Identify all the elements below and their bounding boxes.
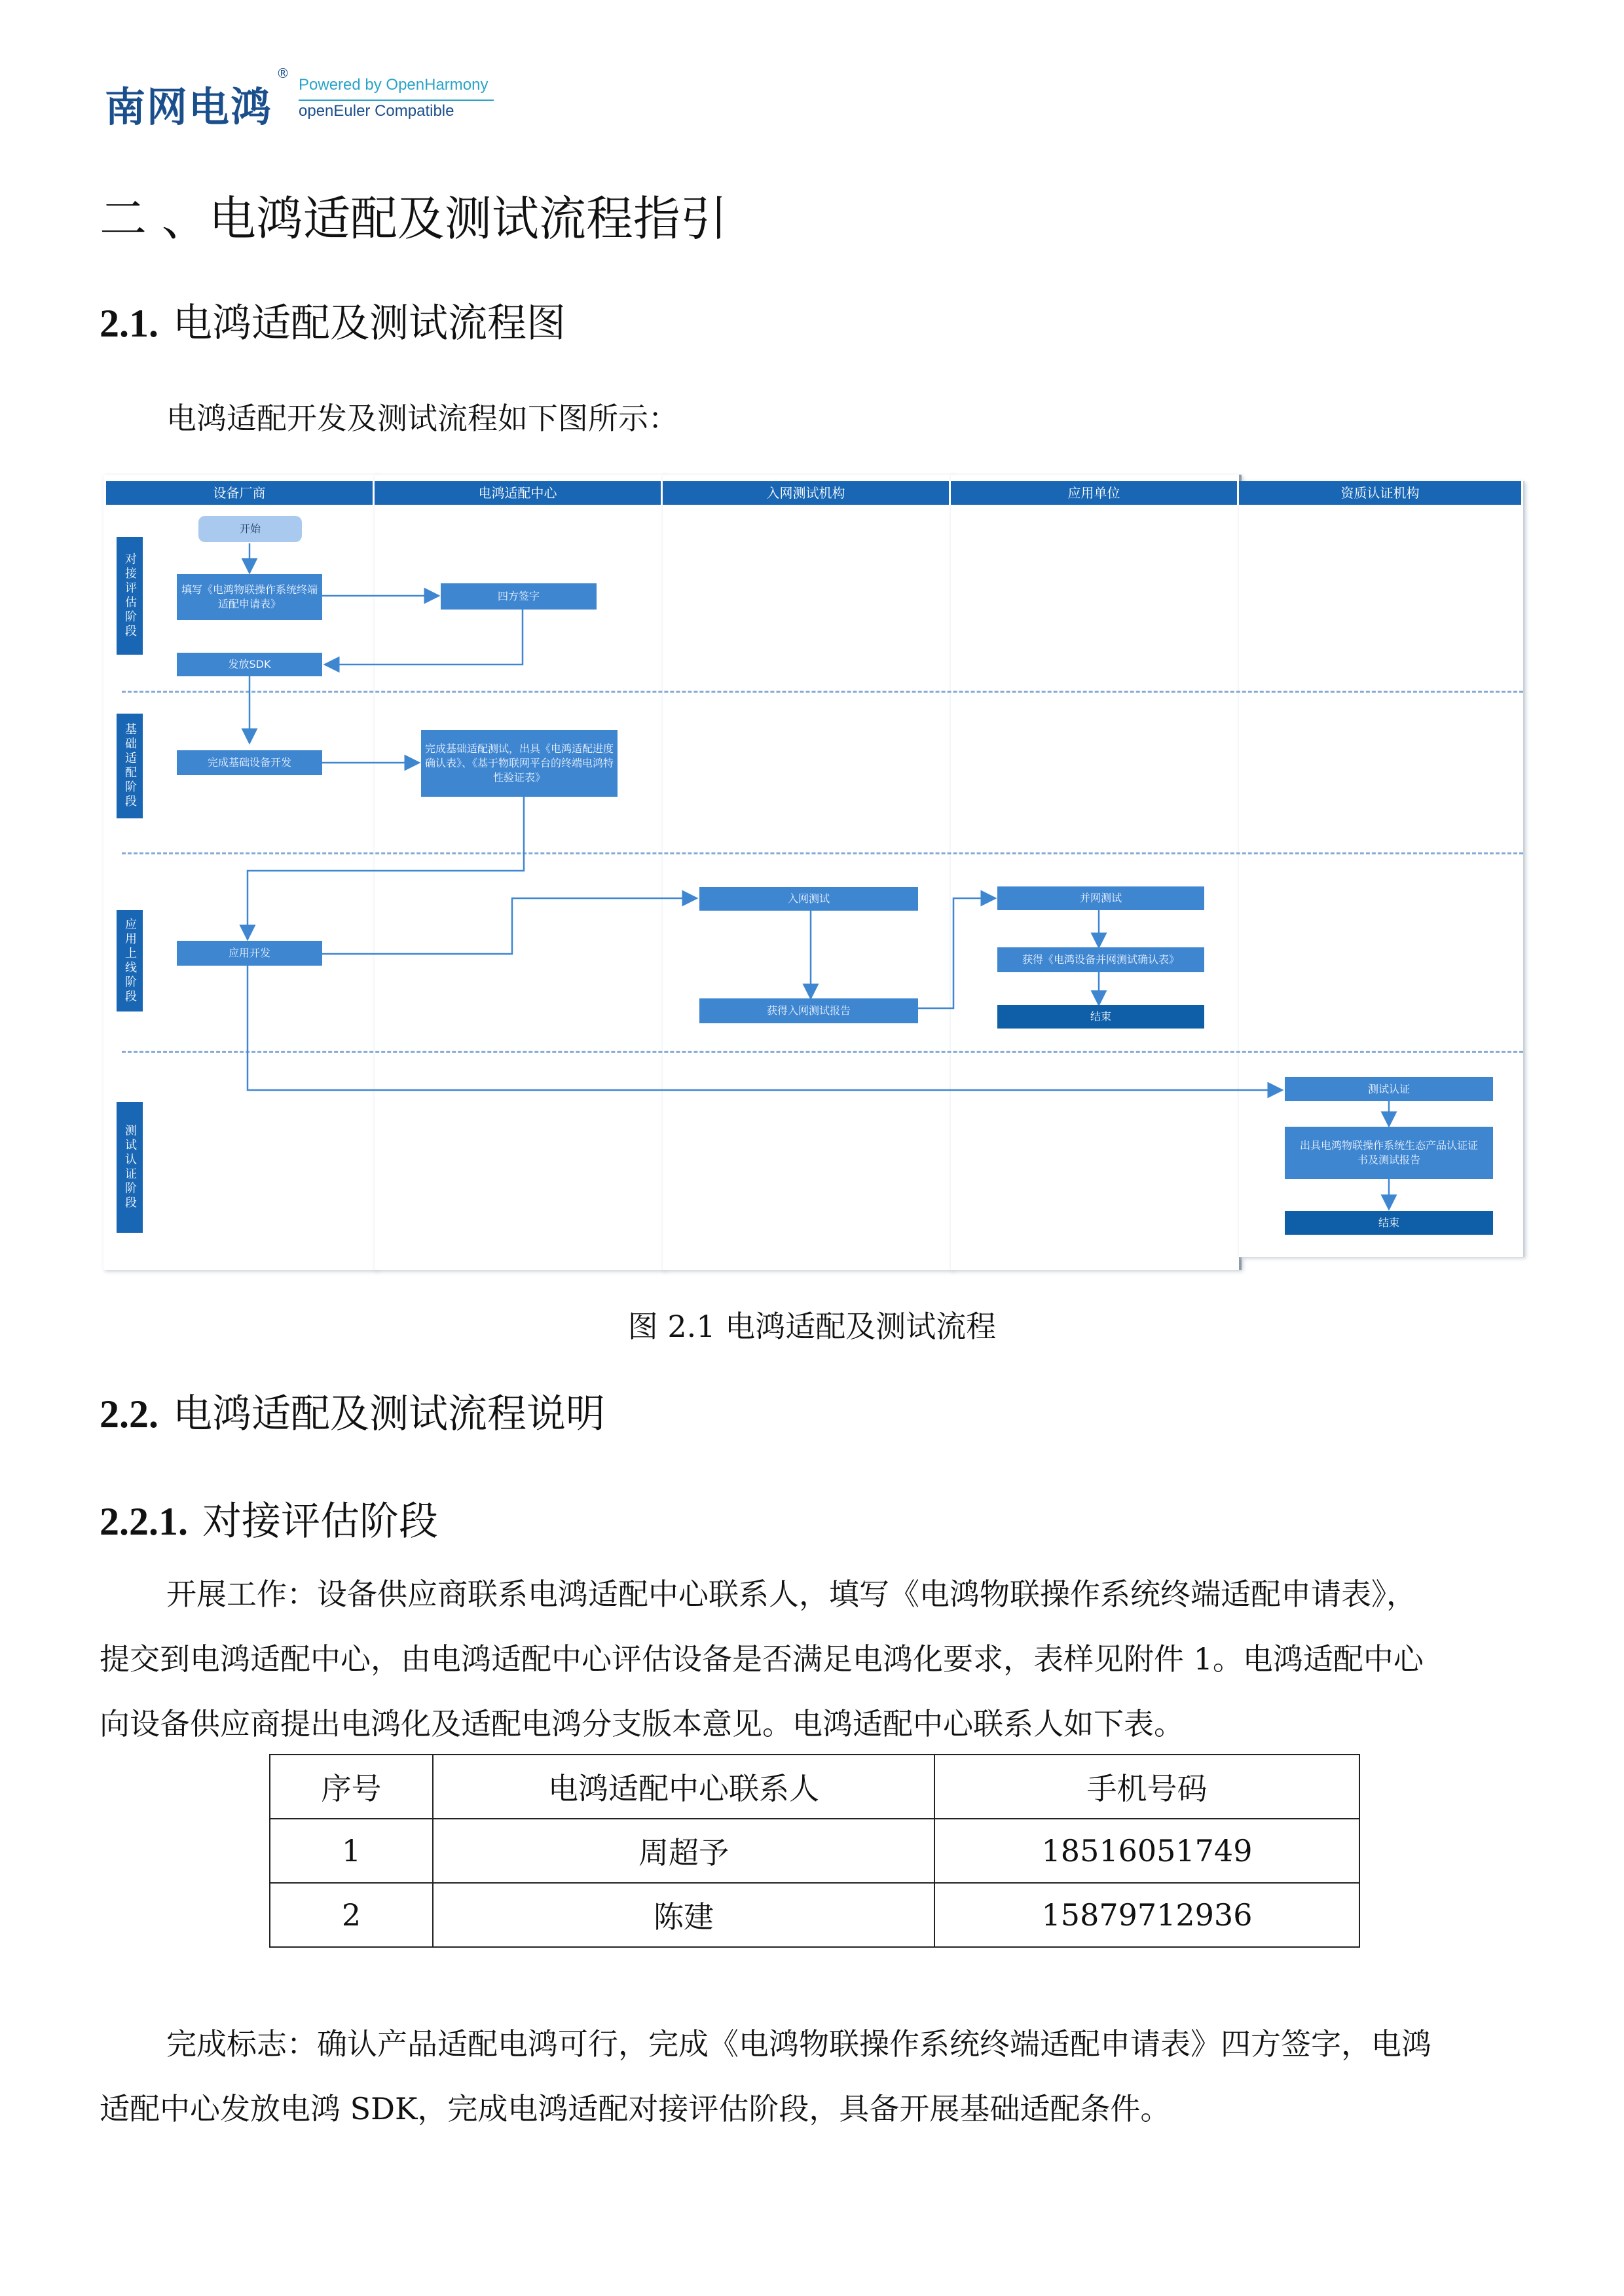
flowchart <box>103 475 1523 1273</box>
column-header: 电鸿适配中心联系人 <box>433 1755 934 1819</box>
table-row <box>270 1883 1359 1947</box>
flow-node-app-dev: 应用开发 <box>177 941 322 966</box>
lane-header: 电鸿适配中心 <box>375 481 663 505</box>
flow-node-basic-dev: 完成基础设备开发 <box>177 750 322 775</box>
logo-text: 南网电鸿 <box>105 83 273 131</box>
flow-node-fill-form: 填写《电鸿物联操作系统终端适配申请表》 <box>177 574 322 620</box>
phase-label: 测试认证阶段 <box>117 1102 143 1233</box>
flow-node-basic-test: 完成基础适配测试，出具《电鸿适配进度确认表》、《基于物联网平台的终端电鸿特性验证表》 <box>421 730 618 797</box>
registered-mark: ® <box>276 65 289 81</box>
section-number: 2.2.1. <box>100 1500 188 1543</box>
flow-node-end-2: 结束 <box>1285 1211 1493 1235</box>
flow-node-grid-test: 并网测试 <box>997 886 1204 910</box>
flow-node-start: 开始 <box>198 516 302 542</box>
chapter-title: 二 、电鸿适配及测试流程指引 <box>100 191 728 246</box>
table-cell: 18516051749 <box>934 1819 1359 1883</box>
section-title: 电鸿适配及测试流程图 <box>173 301 566 346</box>
table-header-row <box>270 1755 1359 1819</box>
flow-node-grid-confirm: 获得《电鸿设备并网测试确认表》 <box>997 947 1204 972</box>
lane-header: 入网测试机构 <box>663 481 951 505</box>
flow-node-four-sign: 四方签字 <box>441 583 597 610</box>
done-paragraph-line: 适配中心发放电鸿 SDK，完成电鸿适配对接评估阶段，具备开展基础适配条件。 <box>100 2091 1171 2126</box>
column-header: 手机号码 <box>934 1755 1359 1819</box>
section-heading-2-2-1 <box>100 1490 438 1546</box>
phase-label: 对接评估阶段 <box>117 537 143 655</box>
table-cell: 陈建 <box>433 1883 934 1947</box>
phase-label: 基础适配阶段 <box>117 714 143 818</box>
section-heading-2-2 <box>100 1383 605 1439</box>
contact-table <box>269 1754 1360 1948</box>
section-number: 2.1. <box>100 302 158 345</box>
section-title: 对接评估阶段 <box>202 1499 438 1544</box>
table-cell: 15879712936 <box>934 1883 1359 1947</box>
section-title: 电鸿适配及测试流程说明 <box>173 1391 605 1437</box>
figure-caption: 图 2.1 电鸿适配及测试流程 <box>627 1309 997 1344</box>
table-cell: 周超予 <box>433 1819 934 1883</box>
flow-node-end-1: 结束 <box>997 1005 1204 1029</box>
work-paragraph-line: 提交到电鸿适配中心，由电鸿适配中心评估设备是否满足电鸿化要求，表样见附件 1。电鸿适配中心 <box>100 1641 1424 1677</box>
table-cell: 1 <box>270 1819 433 1883</box>
flow-node-net-test: 入网测试 <box>699 887 918 911</box>
table-cell: 2 <box>270 1883 433 1947</box>
flow-node-cert-test: 测试认证 <box>1285 1077 1493 1101</box>
section-number: 2.2. <box>100 1393 158 1436</box>
logo-divider <box>299 100 494 101</box>
powered-by-text: Powered by OpenHarmony <box>299 76 489 94</box>
flow-node-cert-issue: 出具电鸿物联操作系统生态产品认证证书及测试报告 <box>1285 1127 1493 1179</box>
work-paragraph-line: 向设备供应商提出电鸿化及适配电鸿分支版本意见。电鸿适配中心联系人如下表。 <box>100 1706 1184 1741</box>
flow-node-net-report: 获得入网测试报告 <box>699 998 918 1023</box>
flow-node-issue-sdk: 发放SDK <box>177 653 322 676</box>
section-heading-2-1 <box>100 292 566 348</box>
done-paragraph-line: 完成标志：确认产品适配电鸿可行，完成《电鸿物联操作系统终端适配申请表》四方签字，电鸿 <box>166 2026 1431 2062</box>
compatible-text: openEuler Compatible <box>299 102 454 120</box>
table-row <box>270 1819 1359 1883</box>
work-paragraph-line: 开展工作：设备供应商联系电鸿适配中心联系人，填写《电鸿物联操作系统终端适配申请表》， <box>166 1576 1416 1612</box>
lane-header: 设备厂商 <box>106 481 375 505</box>
intro-text: 电鸿适配开发及测试流程如下图所示： <box>166 401 678 436</box>
lane-header: 应用单位 <box>951 481 1239 505</box>
lane-header: 资质认证机构 <box>1239 481 1523 505</box>
phase-label: 应用上线阶段 <box>117 910 143 1011</box>
column-header: 序号 <box>270 1755 433 1819</box>
